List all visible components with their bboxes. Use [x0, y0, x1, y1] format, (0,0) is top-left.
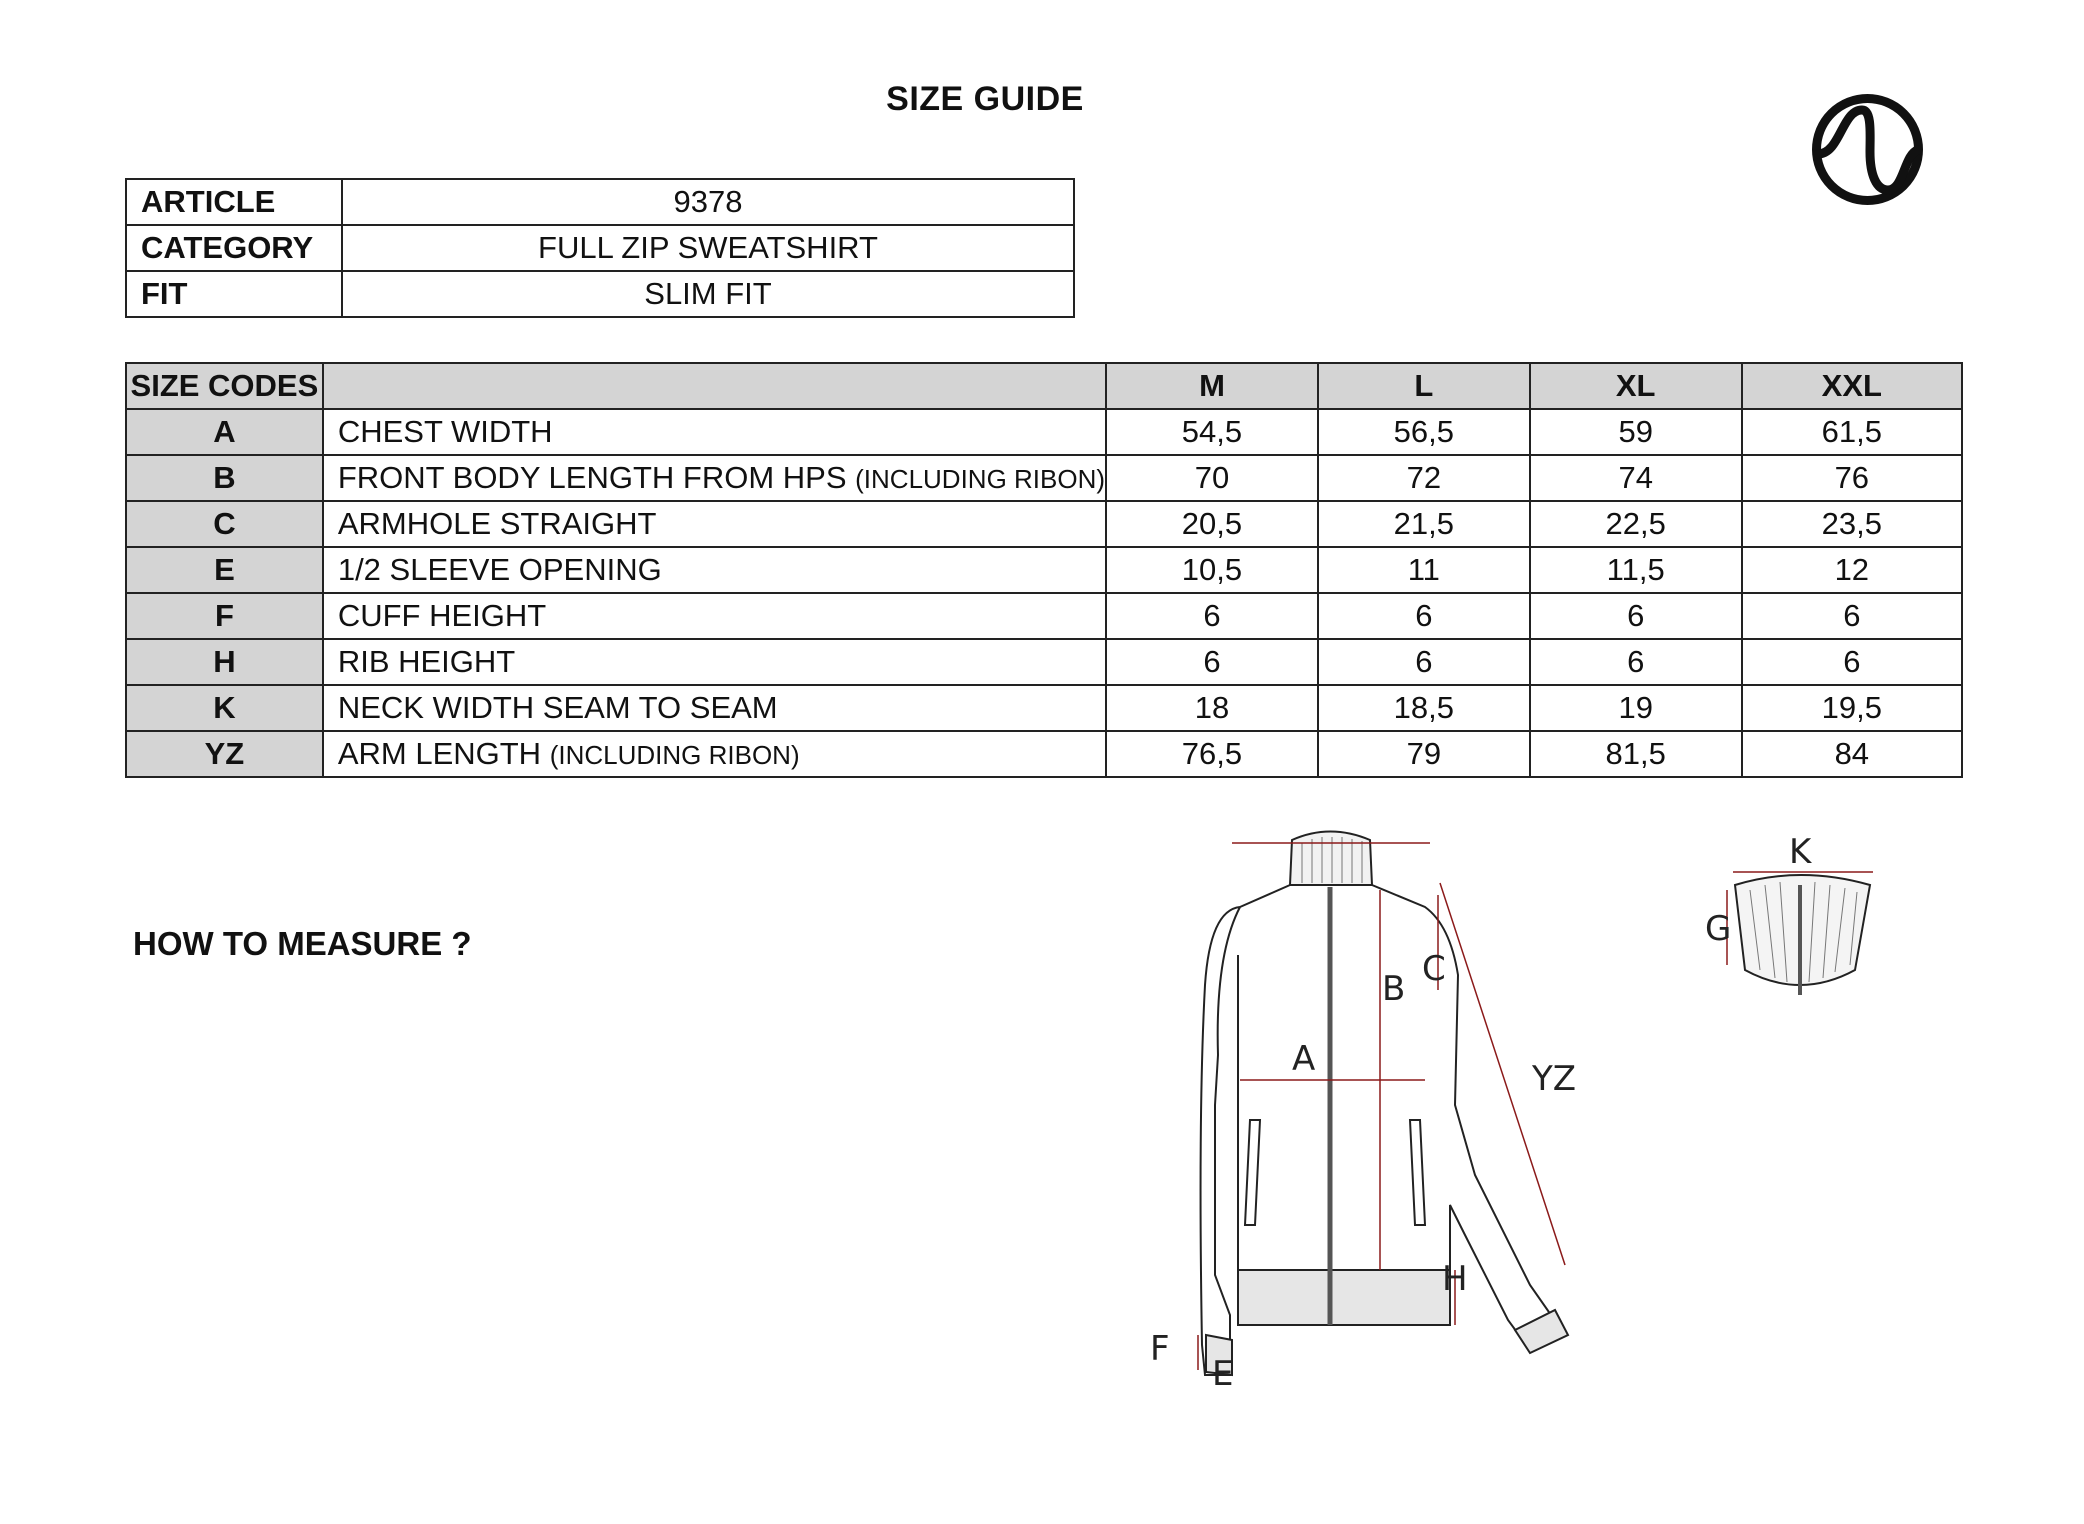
measurement-description [323, 593, 1106, 639]
diagram-label-yz: YZ [1532, 1059, 1577, 1099]
how-to-measure-heading: HOW TO MEASURE ? [133, 925, 472, 962]
table-row [126, 409, 1962, 455]
size-code: H [126, 639, 323, 685]
info-value: 9378 [342, 179, 1074, 225]
measurement-description [323, 731, 1106, 777]
page-title: SIZE GUIDE [886, 80, 1084, 118]
table-row [126, 547, 1962, 593]
size-value: 6 [1106, 593, 1318, 639]
size-value: 20,5 [1106, 501, 1318, 547]
article-info-table [125, 178, 1075, 318]
table-row [126, 731, 1962, 777]
header-size-l: L [1318, 363, 1530, 409]
description-text: 1/2 SLEEVE OPENING [337, 552, 662, 587]
size-code: A [126, 409, 323, 455]
table-row [126, 501, 1962, 547]
wave-circle-logo-icon [1810, 92, 1925, 207]
info-key: FIT [126, 271, 342, 317]
collar-label-k: K [1789, 832, 1812, 872]
header-size-codes: SIZE CODES [126, 363, 323, 409]
info-row-fit [126, 271, 1074, 317]
size-value: 19 [1530, 685, 1742, 731]
header-size-xl: XL [1530, 363, 1742, 409]
measurement-description [323, 501, 1106, 547]
description-text: RIB HEIGHT [337, 644, 516, 679]
measurement-description [323, 409, 1106, 455]
size-value: 74 [1530, 455, 1742, 501]
info-row-category [126, 225, 1074, 271]
size-value: 18,5 [1318, 685, 1530, 731]
size-value: 6 [1742, 593, 1962, 639]
size-code: F [126, 593, 323, 639]
size-value: 84 [1742, 731, 1962, 777]
table-row [126, 593, 1962, 639]
size-value: 11,5 [1530, 547, 1742, 593]
size-value: 6 [1530, 593, 1742, 639]
size-value: 72 [1318, 455, 1530, 501]
size-table [125, 362, 1963, 778]
size-value: 22,5 [1530, 501, 1742, 547]
description-text: CHEST WIDTH [337, 414, 553, 449]
description-text: ARMHOLE STRAIGHT [337, 506, 657, 541]
description-text: ARM LENGTH [337, 736, 542, 771]
size-value: 59 [1530, 409, 1742, 455]
diagram-label-b: B [1382, 969, 1406, 1009]
size-code: YZ [126, 731, 323, 777]
info-key: CATEGORY [126, 225, 342, 271]
size-code: C [126, 501, 323, 547]
size-value: 6 [1318, 639, 1530, 685]
info-row-article [126, 179, 1074, 225]
size-value: 6 [1530, 639, 1742, 685]
size-value: 79 [1318, 731, 1530, 777]
sweatshirt-diagram [1120, 815, 1680, 1395]
size-value: 18 [1106, 685, 1318, 731]
collar-diagram [1705, 830, 1890, 1005]
size-value: 11 [1318, 547, 1530, 593]
size-value: 54,5 [1106, 409, 1318, 455]
header-size-xxl: XXL [1742, 363, 1962, 409]
size-value: 76 [1742, 455, 1962, 501]
size-value: 6 [1318, 593, 1530, 639]
collar-label-g: G [1705, 909, 1732, 949]
description-text: FRONT BODY LENGTH FROM HPS [337, 460, 847, 495]
size-code: B [126, 455, 323, 501]
measurement-description [323, 547, 1106, 593]
size-value: 81,5 [1530, 731, 1742, 777]
table-row [126, 455, 1962, 501]
diagram-label-f: F [1150, 1329, 1170, 1369]
info-value: SLIM FIT [342, 271, 1074, 317]
size-code: E [126, 547, 323, 593]
measurement-description [323, 685, 1106, 731]
size-value: 12 [1742, 547, 1962, 593]
size-value: 23,5 [1742, 501, 1962, 547]
size-value: 70 [1106, 455, 1318, 501]
header-size-m: M [1106, 363, 1318, 409]
size-value: 21,5 [1318, 501, 1530, 547]
size-table-header [126, 363, 1962, 409]
header-description [323, 363, 1106, 409]
size-value: 6 [1106, 639, 1318, 685]
description-text: NECK WIDTH SEAM TO SEAM [337, 690, 778, 725]
diagram-label-c: C [1422, 949, 1446, 989]
size-code: K [126, 685, 323, 731]
diagram-label-a: A [1292, 1039, 1316, 1079]
measurement-description [323, 455, 1106, 501]
size-value: 10,5 [1106, 547, 1318, 593]
info-value: FULL ZIP SWEATSHIRT [342, 225, 1074, 271]
diagram-label-h: H [1442, 1259, 1468, 1299]
size-value: 19,5 [1742, 685, 1962, 731]
description-note: (INCLUDING RIBON) [855, 464, 1106, 494]
description-text: CUFF HEIGHT [337, 598, 547, 633]
description-note: (INCLUDING RIBON) [549, 740, 800, 770]
size-value: 61,5 [1742, 409, 1962, 455]
size-value: 6 [1742, 639, 1962, 685]
diagram-label-e: E [1212, 1354, 1234, 1394]
size-value: 76,5 [1106, 731, 1318, 777]
info-key: ARTICLE [126, 179, 342, 225]
table-row [126, 639, 1962, 685]
table-row [126, 685, 1962, 731]
size-value: 56,5 [1318, 409, 1530, 455]
measurement-description [323, 639, 1106, 685]
